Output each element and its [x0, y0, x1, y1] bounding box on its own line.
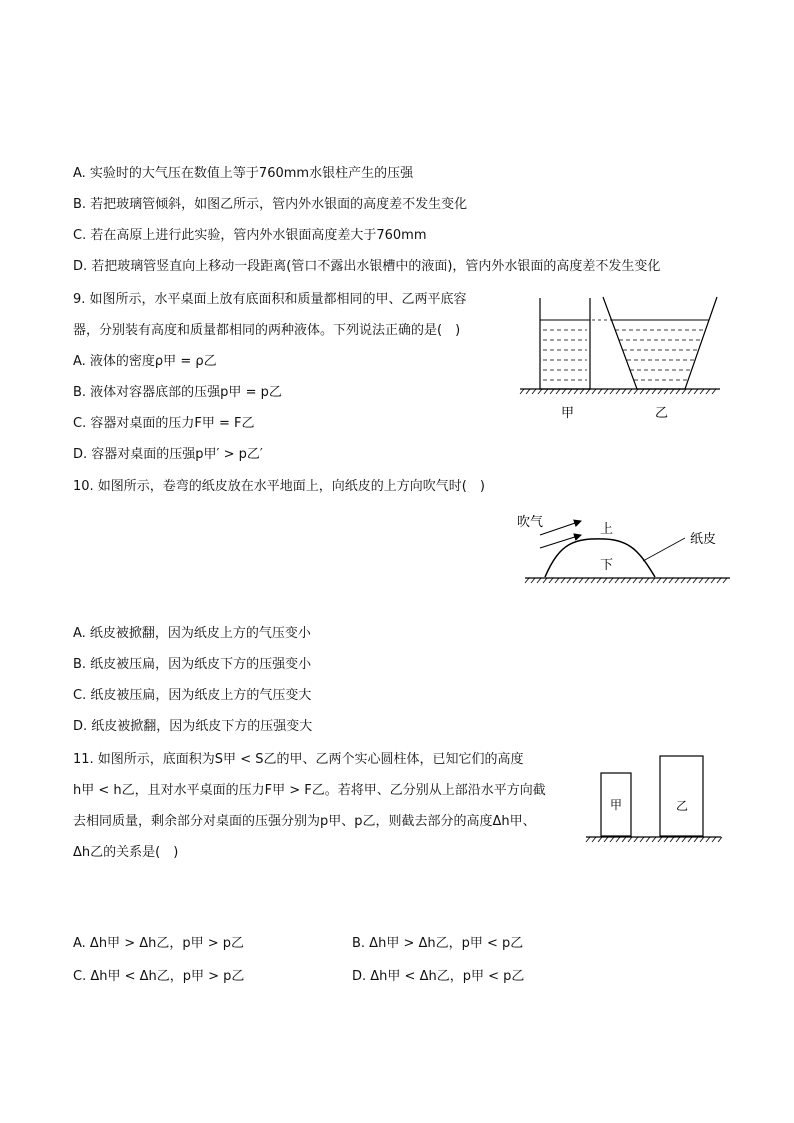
container-jia: [540, 298, 590, 389]
q11-cylinders-figure: [583, 750, 728, 850]
ground-line: [525, 578, 730, 583]
q9-option-b: B. 液体对容器底部的压强p甲 = p乙: [73, 385, 282, 400]
ground-line: [520, 389, 720, 394]
q10-label-paper: 纸皮: [690, 532, 717, 547]
q11-option-b: B. Δh甲 > Δh乙，p甲 < p乙: [352, 936, 524, 951]
q10-paper-figure: [515, 506, 745, 591]
q10-label-down: 下: [600, 558, 614, 573]
container-yi: [603, 297, 717, 389]
q9-label-yi: 乙: [655, 406, 669, 421]
q11-label-yi: 乙: [676, 799, 689, 813]
q11-label-jia: 甲: [610, 798, 623, 812]
q8-option-d: D. 若把玻璃管竖直向上移动一段距离(管口不露出水银槽中的液面)，管内外水银面的高度差不发生变化: [73, 259, 661, 274]
q10-option-d: D. 纸皮被掀翻，因为纸皮下方的压强变大: [73, 719, 313, 734]
q10-label-blow: 吹气: [517, 515, 544, 530]
q10-option-c: C. 纸皮被压扁，因为纸皮上方的气压变大: [73, 688, 312, 703]
q10-label-up: 上: [600, 522, 614, 537]
q11-option-a: A. Δh甲 > Δh乙，p甲 > p乙: [73, 936, 245, 951]
q8-option-c: C. 若在高原上进行此实验，管内外水银面高度差大于760mm: [73, 228, 427, 243]
q11-stem-line-3: 去相同质量，剩余部分对桌面的压强分别为p甲、p乙，则截去部分的高度Δh甲、: [73, 814, 536, 829]
q10-stem: 10. 如图所示，卷弯的纸皮放在水平地面上，向纸皮的上方向吹气时( ): [73, 479, 485, 494]
q9-option-c: C. 容器对桌面的压力F甲 = F乙: [73, 416, 255, 431]
q9-label-jia: 甲: [561, 406, 575, 421]
q11-stem-line-1: 11. 如图所示，底面积为S甲 < S乙的甲、乙两个实心圆柱体，已知它们的高度: [73, 752, 524, 767]
q9-option-d: D. 容器对桌面的压强p甲′ > p乙′: [73, 447, 263, 462]
q10-option-b: B. 纸皮被压扁，因为纸皮下方的压强变小: [73, 657, 312, 672]
q11-option-c: C. Δh甲 < Δh乙，p甲 > p乙: [73, 969, 245, 984]
q8-option-a: A. 实验时的大气压在数值上等于760mm水银柱产生的压强: [73, 166, 414, 181]
airflow-arrow: [540, 521, 581, 535]
q11-option-d: D. Δh甲 < Δh乙，p甲 < p乙: [352, 969, 525, 984]
ground-line: [586, 837, 722, 842]
q9-stem-line-1: 9. 如图所示，水平桌面上放有底面积和质量都相同的甲、乙两平底容: [73, 292, 467, 307]
q9-containers-figure: [515, 292, 725, 422]
q11-stem-line-4: Δh乙的关系是( ): [73, 845, 179, 860]
q11-stem-line-2: h甲 < h乙，且对水平桌面的压力F甲 > F乙。若将甲、乙分别从上部沿水平方向截: [73, 783, 546, 798]
q8-option-b: B. 若把玻璃管倾斜，如图乙所示，管内外水银面的高度差不发生变化: [73, 197, 468, 212]
cylinder-yi: [660, 756, 703, 836]
q10-option-a: A. 纸皮被掀翻，因为纸皮上方的气压变小: [73, 626, 311, 641]
q9-option-a: A. 液体的密度ρ甲 = ρ乙: [73, 354, 217, 369]
paper-pointer-line: [643, 538, 685, 561]
q9-stem-line-2: 器，分别装有高度和质量都相同的两种液体。下列说法正确的是( ): [73, 323, 461, 338]
